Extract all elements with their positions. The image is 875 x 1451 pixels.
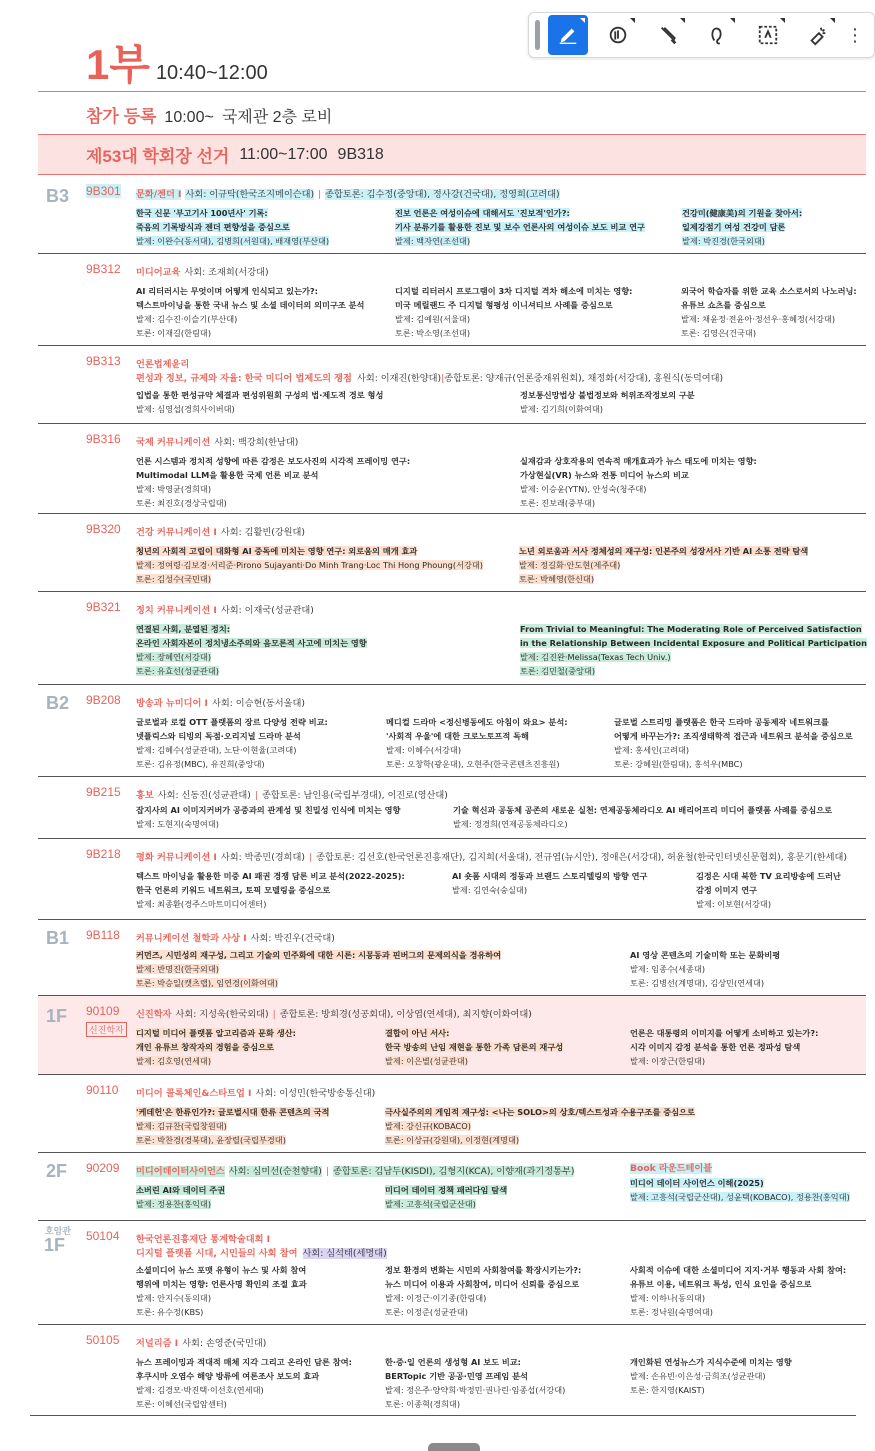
discussant: 토론: 이재길(한림대) [136,328,212,338]
select-area-icon [757,24,779,46]
paper-title-cont: 미국 메릴랜드 주 디지털 형평성 이니셔티브 사례를 중심으로 [395,300,613,310]
paper-entry [520,454,757,510]
laser-pointer-icon [807,24,829,46]
room-number: 50104 [86,1229,120,1243]
session-title-line [136,602,314,616]
paper-title: 메디컬 드라마 <정신병동에도 아침이 와요> 분석: [386,717,568,727]
general-discussion: 종합토론: 김선호(한국언론진흥재단), 김지희(서울대), 전규엽(뉴시안), 정애은(서강대), 허윤철(한국인터넷신문협회), 홍문기(한세대) [316,852,847,863]
lasso-icon [707,24,729,46]
paper-title-cont: 텍스트마이닝을 통한 국내 뉴스 및 소셜 데이터의 의미구조 분석 [136,300,365,310]
general-discussion: 종합토론: 김수정(중앙대), 정사강(건국대), 정영희(고려대) [325,189,560,200]
floor-label: 2F [46,1161,68,1181]
session-title: 한국언론진흥재단 통계학술대회 I [136,1234,271,1245]
session-title: 미디어데이터사이언스 [136,1166,225,1177]
session-title-line [136,1006,532,1020]
presenter: 발제: 정경희(연제공동체라디오) [453,819,568,829]
presenter: 발제: 최종환(경주스마트미디어센터) [136,899,267,909]
presenter: 발제: 김진완·Melissa(Texas Tech Univ.) [520,652,671,662]
paper-title: 결합이 아닌 서사: [385,1028,450,1038]
paper-title: 언론은 대통령의 이미지를 어떻게 소비하고 있는가?: [630,1028,819,1038]
session-title-line [136,930,335,944]
presenter: 발제: 김기희(이화여대) [520,404,603,414]
registration-line [86,102,332,127]
discussant: 토론: 김성수(국민대) [136,574,212,584]
paper-title: 소셜미디어 뉴스 포맷 유형이 뉴스 및 사회 참여 [136,1265,307,1275]
paper-title-cont: 죽음의 기록방식과 젠더 편향성을 중심으로 [136,222,290,232]
general-discussion: 종합토론: 김남두(KISDI), 김형지(KCA), 이향재(과기정통부) [332,1166,575,1177]
paper-title: 극사실주의의 게임적 재구성: <나는 SOLO>의 상호/텍스트성과 수용구조를 중심으로 [385,1107,695,1117]
general-discussion: 종합토론: 양재규(언론중재위원회), 채정화(서강대), 홍원식(동덕여대) [444,373,724,384]
paper-title-cont: 한국 언론의 키워드 네트워크, 토픽 모델링을 중심으로 [136,885,331,895]
session-row [38,254,866,346]
paper-entry [136,1355,352,1411]
discussant: 토론: 김민철(중앙대) [520,666,596,676]
drag-handle[interactable] [535,20,540,50]
session-title-line [136,524,305,538]
separator: | [318,189,322,200]
paper-title-cont: 감정 이미지 연구 [696,885,758,895]
election-time: 11:00~17:00 [239,145,328,163]
paper-entry [395,206,645,248]
more-options-icon[interactable]: ⋮ [846,24,864,46]
paper-title: AI 영상 콘텐츠의 기술미학 또는 문화비평 [630,950,781,960]
session-title-line [136,356,189,370]
paper-title: 한국 신문 '부고기사 100년사' 기록: [136,208,268,218]
paper-title: 미디어 데이터 정책 패러다임 탐색 [385,1185,508,1195]
registration-time: 10:00~ [164,109,214,126]
discussant: 토론: 박찬경(경북대), 윤장렬(국립부경대) [136,1135,286,1145]
moderator: 사회: 박진우(건국대) [250,933,335,944]
discussant: 토론: 진보래(중부대) [520,498,596,508]
paper-entry [696,869,841,911]
paper-entry [395,284,632,340]
paper-title: 사회적 이슈에 대한 소셜미디어 지지·거부 행동과 사회 참여: [630,1265,847,1275]
paper-entry [136,715,328,771]
presenter: 발제: 박영균(경희대) [136,484,212,494]
paper-entry [136,388,383,416]
presenter: 발제: 안지수(동의대) [136,1293,212,1303]
session-title: 커뮤니케이션 철학과 사상 I [136,933,247,944]
discussant: 토론: 이혜선(국립암센터) [136,1399,227,1409]
session-row [38,424,866,514]
presenter: 발제: 김규찬(국립창원대) [136,1121,227,1131]
paper-entry [385,1263,581,1319]
session-title: 미디어교육 [136,267,181,278]
paper-title: 커먼즈, 시민성의 재구성, 그리고 기술의 민주화에 대한 시론: 시몽동과 핀버그의 문제의식을 경유하여 [136,950,502,960]
paper-entry [386,715,568,771]
session-row [38,996,866,1075]
moderator: 사회: 이규탁(한국조지메이슨대) [185,189,315,200]
session-row [38,839,866,920]
presenter: 발제: 정용찬(홍익대) [136,1199,212,1209]
separator: | [254,790,258,801]
paper-title: From Trivial to Meaningful: The Moderating Role of Perceived Satisfaction [520,624,862,634]
moderator: 사회: 심석태(세명대) [302,1248,387,1259]
paper-entry [630,1026,818,1068]
room-number: 90110 [86,1083,119,1097]
election-room: 9B318 [337,145,384,163]
annotation-toolbar [528,12,875,58]
separator: | [272,1009,276,1020]
session-row [38,685,866,777]
eraser-icon [607,24,629,46]
session-title: 홍보 [136,790,154,801]
paper-title: 한·중·일 언론의 생성형 AI 보도 비교: [385,1357,521,1367]
presenter: 발제: 김경모·박진택·이선호(연세대) [136,1385,264,1395]
paper-title-cont: BERTopic 기반 공공·민영 프레임 분석 [385,1371,528,1381]
paper-title-cont: 개인 유튜브 창작자의 경험을 중심으로 [136,1042,274,1052]
room-number: 9B312 [86,262,121,276]
paper-title-cont: 넷플릭스와 티빙의 독점·오리지널 드라마 분석 [136,731,301,741]
discussant: 토론: 이정준(성균관대) [385,1307,468,1317]
paper-title: 정보통신망법상 불법정보와 허위조작정보의 구분 [520,390,695,400]
general-discussion: 종합토론: 방희경(성공회대), 이상엽(연세대), 최지향(이화여대) [279,1009,532,1020]
paper-title-cont: 한국 방송의 난임 재현을 통한 가족 담론의 재구성 [385,1042,564,1052]
paper-title: 건강미(健康美)의 기원을 찾아서: [682,208,803,218]
session-row [38,1075,866,1153]
scrollbar-thumb[interactable] [428,1443,480,1451]
floor-label: B1 [46,928,70,948]
room-number: 90109 [86,1004,120,1018]
paper-entry [136,284,364,340]
paper-title: 노년 외로움과 서사 정체성의 재구성: 인본주의 성장서사 기반 AI 소통 전략 탐색 [519,546,809,556]
paper-entry [452,869,647,897]
paper-entry [630,1263,846,1319]
paper-title: 청년의 사회적 고립이 대화형 AI 중독에 미치는 영향 연구: 외로움의 매개 효과 [136,546,418,556]
moderator: 사회: 이재국(성균관대) [220,605,314,616]
paper-title: 디지털 미디어 플랫폼 알고리즘과 문화 생산: [136,1028,296,1038]
paper-title: 실재감과 상호작용의 연속적 매개효과가 뉴스 태도에 미치는 영향: [520,456,757,466]
session-title: 평화 커뮤니케이션 I [136,852,217,863]
session-title-line [136,787,448,801]
session-title-line [136,1163,574,1177]
session-title-line [136,1231,270,1245]
presenter: 발제: 이하나(동의대) [630,1293,706,1303]
paper-title: 정보 환경의 변화는 시민의 사회참여를 확장시키는가?: [385,1265,582,1275]
discussant: 토론: 박승일(캣츠랩), 임연경(이화여대) [136,978,278,988]
divider [30,1415,856,1416]
laser-tool-button[interactable] [798,15,838,55]
floor-label: B3 [46,186,70,206]
presenter: 발제: 백자연(조선대) [395,236,471,246]
discussant: 토론: 김영은(건국대) [681,328,757,338]
pen-tool-button[interactable] [548,15,588,55]
paper-title: 텍스트 마이닝을 활용한 미중 AI 패권 경쟁 담론 비교 분석(2022-2025): [136,871,405,881]
paper-title: 진보 언론은 여성이슈에 대해서도 '진보적'인가?: [395,208,570,218]
paper-entry [385,1183,507,1211]
session-title-line [136,264,269,278]
presenter: 발제: 이보현(서강대) [696,899,772,909]
moderator: 사회: 이승현(동서울대) [211,698,306,709]
presenter: 발제: 정여령·김보경·서리준·Pirono Sujayanti·Do Minh Trang·Loc Thi Hong Phoung(서강대) [136,560,483,570]
moderator: 사회: 심미선(순천향대) [228,1166,322,1177]
room-number: 9B313 [86,354,121,368]
highlighter-tool-button[interactable] [648,15,688,55]
session-title: 언론법제윤리 [136,359,190,370]
moderator: 사회: 손영준(국민대) [182,1338,267,1349]
paper-entry [136,803,400,831]
presenter: 발제: 이정근·이기종(한림대) [385,1293,487,1303]
room-number: 9B301 [86,184,121,198]
pen-icon [557,24,579,46]
presenter: 발제: 도현지(숙명여대) [136,819,219,829]
paper-entry [136,622,367,678]
session-row [38,1221,866,1325]
presenter: 발제: 강신규(KOBACO) [385,1121,471,1131]
session-subtitle-line [136,370,723,384]
presenter: 발제: 김혜수(성균관대), 노단·이현율(고려대) [136,745,297,755]
paper-title-cont: 유튜브 쇼츠를 중심으로 [681,300,766,310]
separator: | [325,1166,329,1177]
session-title-line [136,186,560,200]
session-title: 정치 커뮤니케이션 I [136,605,217,616]
part-number: 1부 [86,41,150,88]
discussant: 토론: 김유정(MBC), 유진희(중앙대) [136,759,265,769]
paper-entry [136,948,501,990]
session-title: 국제 커뮤니케이션 [136,437,211,448]
paper-title: 잡지사의 AI 이미지커버가 공중과의 관계성 및 친밀성 인식에 미치는 영향 [136,805,401,815]
presenter: 발제: 고흥석(국립군산대), 성윤택(KOBACO), 정용찬(홍익대) [630,1192,850,1202]
highlighter-icon [657,24,679,46]
paper-title: 김정은 시대 북한 TV 요리방송에 드러난 [696,871,841,881]
paper-title: 기술 혁신과 공동체 공존의 새로운 실천: 연제공동체라디오 AI 배리어프리 미디어 플랫폼 사례를 중심으로 [453,805,833,815]
session-title-line [136,849,847,863]
general-discussion: 종합토론: 남인용(국립부경대), 이진로(영산대) [261,790,448,801]
paper-entry [630,1355,792,1397]
paper-title: 소버린 AI와 데이터 주권 [136,1185,226,1195]
floor-label: B2 [46,693,70,713]
paper-entry [385,1355,565,1411]
discussant: 토론: 한지영(KAIST) [630,1385,705,1395]
session-row [38,1325,866,1415]
session-title: 신진학자 [136,1009,172,1020]
room-number: 9B321 [86,600,121,614]
discussant: 토론: 정낙원(숙명여대) [630,1307,713,1317]
paper-title: '케데헌'은 한류인가?: 글로벌시대 한류 콘텐츠의 국적 [136,1107,330,1117]
presenter: 발제: 임종수(세종대) [630,964,706,974]
paper-entry [519,544,808,586]
presenter: 발제: 장혜연(서강대) [136,652,212,662]
paper-entry [136,1026,296,1068]
paper-title-cont: 시각 이미지 감정 분석을 통한 언론 정파성 탐색 [630,1042,801,1052]
presenter: 발제: 이승윤(YTN), 안성숙(청주대) [520,484,647,494]
presenter: 발제: 반명진(한국외대) [136,964,219,974]
paper-entry [681,284,857,340]
discussant: 토론: 유수정(KBS) [136,1307,204,1317]
room-number: 9B118 [86,928,120,942]
divider [38,91,866,92]
session-title-line [136,1335,266,1349]
moderator: 사회: 조재희(서강대) [184,267,269,278]
paper-title: 연결된 사회, 분열된 정치: [136,624,231,634]
paper-title: 외국어 학습자를 위한 교육 소스로서의 나노러닝: [681,286,857,296]
paper-title-cont: in the Relationship Between Incidental Exposure and Political Participation [520,638,867,648]
presenter: 발제: 고흥석(국립군산대) [385,1199,476,1209]
discussant: 토론: 최진호(경상국립대) [136,498,227,508]
moderator: 사회: 이성민(한국방송통신대) [255,1088,376,1099]
session-row [38,592,866,685]
room-number: 9B316 [86,432,121,446]
paper-entry [520,622,867,678]
lasso-tool-button[interactable] [698,15,738,55]
presenter: 발제: 손유빈·이은성·금희조(성균관대) [630,1371,766,1381]
election-label: 제53대 학회장 선거 [86,147,230,166]
moderator: 사회: 백강희(한남대) [214,437,299,448]
presenter: 발제: 이장근(한림대) [630,1056,706,1066]
floor-label: 1F [46,1006,68,1026]
separator: | [441,373,445,384]
room-number: 50105 [86,1333,120,1347]
paper-entry [385,1105,695,1147]
paper-entry [136,206,329,248]
session-row [38,1153,866,1221]
paper-entry [136,1183,225,1211]
paper-entry [136,544,483,586]
session-title: 건강 커뮤니케이션 I [136,527,217,538]
select-area-tool-button[interactable] [748,15,788,55]
moderator: 사회: 박종민(경희대) [220,852,306,863]
session-subtitle: 편성과 정보, 규제와 자율: 한국 미디어 법제도의 쟁점 [136,373,352,384]
room-number: 9B215 [86,785,121,799]
paper-title: AI 리터러시는 무엇이며 어떻게 인식되고 있는가?: [136,286,318,296]
session-row [38,176,866,254]
paper-title-cont: 행위에 미치는 영향: 언론사명 확인의 조절 효과 [136,1279,307,1289]
discussant: 토론: 이종혁(경희대) [385,1399,461,1409]
presenter: 발제: 김연숙(숭실대) [452,885,528,895]
part-time: 10:40~12:00 [155,62,268,84]
paper-title: 언론 시스템과 정치적 성향에 따른 감정은 보도사진의 시각적 프레이밍 연구: [136,456,411,466]
session-title-line [136,695,305,709]
presenter: 발제: 정길화·안도현(제주대) [519,560,621,570]
session-row [38,346,866,424]
paper-entry [136,1263,307,1319]
separator: | [309,852,313,863]
part-heading [86,32,268,92]
presenter: 발제: 심영섭(경희사이버대) [136,404,235,414]
room-number: 9B320 [86,522,121,536]
paper-title-cont: 일제강점기 여성 건강미 담론 [682,222,786,232]
presenter: 발제: 김예원(서울대) [395,314,471,324]
session-title: 저널리즘 I [136,1338,179,1349]
session-subtitle: 디지털 플랫폼 시대, 시민들의 사회 참여 [136,1248,298,1259]
paper-title-cont: 온라인 사회자본이 정치냉소주의와 음모론적 사고에 미치는 영향 [136,638,367,648]
paper-title: 글로벌 스트리밍 플랫폼은 한국 드라마 공동제작 네트워크를 [614,717,829,727]
paper-title-cont: 후쿠시마 오염수 해양 방류에 여론조사 보도의 효과 [136,1371,320,1381]
presenter: 발제: 홍세인(고려대) [614,745,690,755]
paper-entry [385,1026,563,1068]
paper-title-cont: 기사 분류기를 활용한 진보 및 보수 언론사의 여성이슈 보도 비교 연구 [395,222,645,232]
paper-title: 개인화된 연성뉴스가 지식수준에 미치는 영향 [630,1357,792,1367]
presenter: 발제: 이혜수(서강대) [386,745,462,755]
room-number: 9B208 [86,693,121,707]
paper-entry [453,803,832,831]
session-row [38,920,866,996]
paper-title-cont: 미디어 데이터 사이언스 이해(2025) [630,1178,764,1188]
paper-title: Book 라운드테이블 [630,1163,713,1174]
paper-title-cont: 어떻게 바꾸는가?: 조직생태학적 접근과 네트워크 분석을 중심으로 [614,731,853,741]
discussant: 토론: 강혜원(한림대), 홍석우(MBC) [614,759,743,769]
moderator: 사회: 이재진(한양대) [356,373,442,384]
session-tag: 신진학자 [86,1022,127,1037]
paper-title: AI 숏폼 시대의 정동과 브랜드 스토리텔링의 방향 연구 [452,871,648,881]
session-row [38,777,866,839]
presenter: 발제: 박진경(한국외대) [682,236,765,246]
paper-title-cont: '사회적 우울'에 대한 크로노토프적 독해 [386,731,529,741]
paper-entry [520,388,695,416]
registration-label: 참가 등록 [86,107,157,126]
paper-entry [682,206,802,248]
session-row [38,514,866,592]
paper-title: 디지털 리터러시 프로그램이 3차 디지털 격차 해소에 미치는 영향: [395,286,633,296]
presenter: 발제: 이은별(성균관대) [385,1056,468,1066]
room-number: 90209 [86,1161,120,1175]
presenter: 발제: 채윤정·전윤아·정선우·홍혜정(서강대) [681,314,836,324]
paper-title-cont: 가상현실(VR) 뉴스와 전통 미디어 뉴스의 비교 [520,470,689,480]
paper-entry [136,454,410,510]
paper-title-cont: Multimodal LLM을 활용한 국제 언론 비교 분석 [136,470,319,480]
discussant: 토론: 박소영(조선대) [395,328,471,338]
discussant: 토론: 박혜영(한신대) [519,574,595,584]
paper-title: 입법을 통한 편성규약 체결과 편성위원회 구성의 법·제도적 경로 형성 [136,390,384,400]
paper-entry [136,869,405,911]
paper-title-cont: 뉴스 미디어 이용과 사회참여, 미디어 신뢰를 중심으로 [385,1279,580,1289]
discussant: 토론: 김병선(계명대), 김상민(연세대) [630,978,765,988]
moderator: 사회: 김활빈(강원대) [220,527,306,538]
paper-title: 글로벌과 로컬 OTT 플랫폼의 장르 다양성 전략 비교: [136,717,328,727]
session-title: 방송과 뉴미디어 I [136,698,208,709]
session-subtitle-line [136,1245,387,1259]
paper-entry [630,948,780,990]
moderator: 사회: 신동진(성균관대) [157,790,251,801]
presenter: 발제: 김호영(연세대) [136,1056,212,1066]
floor-label: 호암관 1F [44,1226,72,1255]
session-title: 문화/젠더 I [136,189,182,200]
eraser-tool-button[interactable] [598,15,638,55]
session-title-line [136,434,298,448]
discussant: 토론: 오창학(광운대), 오현주(한국콘텐츠진흥원) [386,759,560,769]
presenter: 발제: 이완수(동서대), 김병희(서원대), 배재영(부산대) [136,236,330,246]
discussant: 토론: 이상규(강원대), 이정현(계명대) [385,1135,520,1145]
registration-place: 국제관 2층 로비 [221,109,333,126]
room-number: 9B218 [86,847,121,861]
presenter: 발제: 김수진·이슬기(부산대) [136,314,238,324]
discussant: 토론: 유효선(성균관대) [136,666,219,676]
paper-entry [136,1105,329,1147]
election-banner [38,134,866,175]
paper-entry [630,1161,850,1204]
session-title: 미디어 콜록체인&스타트업 I [136,1088,252,1099]
paper-title-cont: 유튜브 이용, 네트워크 특성, 인식 요인을 중심으로 [630,1279,812,1289]
session-title-line [136,1085,375,1099]
presenter: 발제: 정은주·양약희·박정민·권나린·임종섭(서강대) [385,1385,566,1395]
paper-title: 뉴스 프레이밍과 적대적 매체 지각 그리고 온라인 담론 참여: [136,1357,352,1367]
paper-entry [614,715,853,771]
moderator: 사회: 지성욱(한국외대) [175,1009,269,1020]
